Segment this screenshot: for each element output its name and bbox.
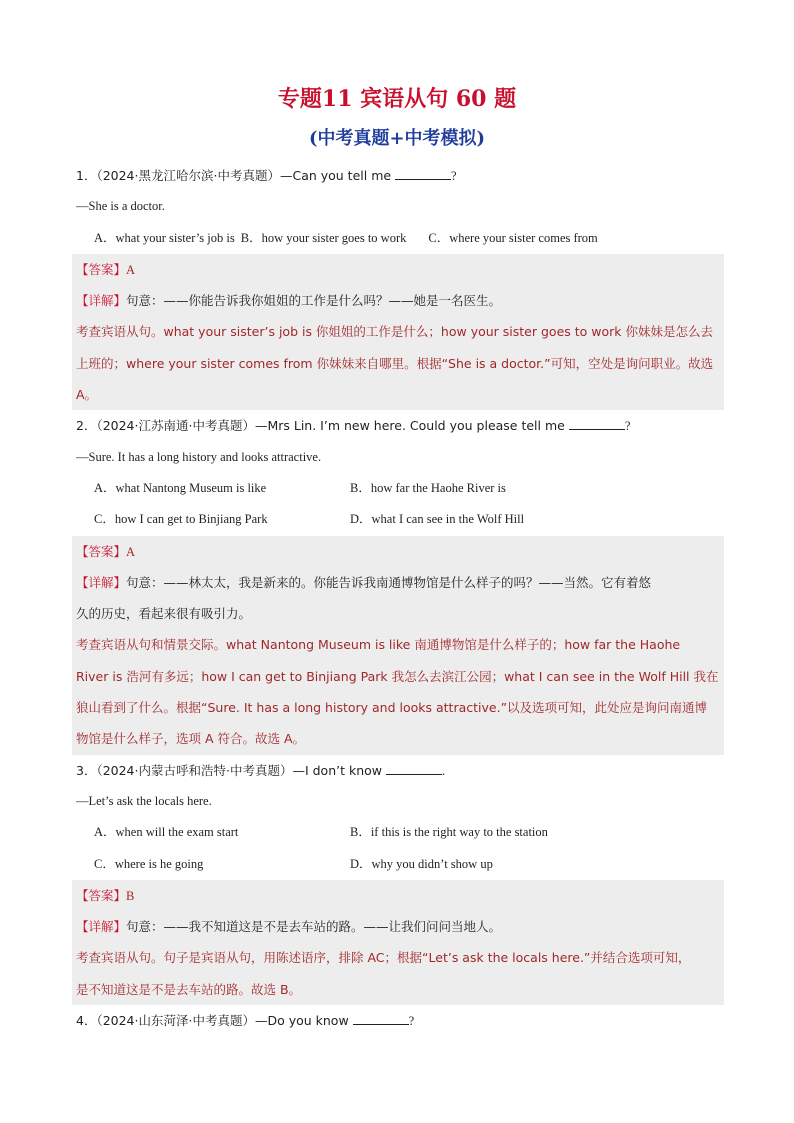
option-row — [76, 504, 720, 535]
option-a: A．when will the exam start — [94, 825, 239, 840]
option-row — [76, 473, 720, 504]
question-stem: 4．（2024·山东菏泽·中考真题）—Do you know ? — [76, 1013, 415, 1029]
detail-line: 考查宾语从句。what your sister’s job is 你姐姐的工作是什么；how your sister goes to work 你妹妹是怎么去 — [72, 316, 724, 347]
question-2 — [76, 410, 720, 754]
page-subtitle: (中考真题+中考模拟) — [308, 128, 486, 149]
detail-line: River is 浩河有多远；how I can get to Binjiang Park 我怎么去滨江公园；what I can see in the Wolf Hill 我在 — [72, 661, 724, 692]
question-1 — [76, 160, 720, 410]
answer-line: 【答案】A — [72, 254, 724, 285]
option-row — [76, 849, 720, 880]
answer-line: 【答案】B — [72, 880, 724, 911]
detail-meaning: 【详解】句意：——你能告诉我你姐姐的工作是什么吗？——她是一名医生。 — [72, 285, 724, 316]
question-3 — [76, 755, 720, 1005]
detail-line: 考查宾语从句和情景交际。what Nantong Museum is like 南通博物馆是什么样子的；how far the Haohe — [72, 629, 724, 660]
question-stem: 3．（2024·内蒙古呼和浩特·中考真题）—I don’t know . — [76, 762, 446, 778]
detail-meaning: 【详解】句意：——林太太，我是新来的。你能告诉我南通博物馆是什么样子的吗？——当然。它有着悠 — [72, 567, 724, 598]
option-a: A．what your sister’s job is — [94, 230, 235, 245]
question-stem: 2．（2024·江苏南通·中考真题）—Mrs Lin. I’m new here. Could you please tell me ? — [76, 418, 631, 434]
question-list — [76, 160, 720, 1036]
answer-blank — [569, 417, 625, 430]
detail-meaning: 【详解】句意：——我不知道这是不是去车站的路。——让我们问问当地人。 — [72, 911, 724, 942]
option-a: A．what Nantong Museum is like — [94, 480, 267, 495]
detail-line: A。 — [72, 379, 724, 410]
answer-blank — [353, 1012, 409, 1025]
dialogue-reply: —Let’s ask the locals here. — [76, 793, 212, 808]
detail-line: 狼山看到了什么。根据“Sure. It has a long history and looks attractive.”以及选项可知，此处应是询问南通博 — [72, 692, 724, 723]
detail-line: 上班的；where your sister comes from 你妹妹来自哪里。根据“She is a doctor.”可知，空处是询问职业。故选 — [72, 348, 724, 379]
answer-value: A — [126, 262, 136, 277]
question-4 — [76, 1005, 720, 1036]
detail-line: 是不知道这是不是去车站的路。故选 B。 — [72, 974, 724, 1005]
answer-blank — [386, 762, 442, 775]
dialogue-reply: —She is a doctor. — [76, 199, 165, 214]
detail-line: 考查宾语从句。句子是宾语从句，用陈述语序，排除 AC；根据“Let’s ask the locals here.”并结合选项可知， — [72, 942, 724, 973]
answer-value: B — [126, 888, 135, 903]
option-b: B．how far the Haohe River is — [350, 480, 506, 495]
option-row — [76, 223, 720, 254]
option-row — [76, 817, 720, 848]
detail-meaning-cont: 久的历史，看起来很有吸引力。 — [72, 598, 724, 629]
answer-value: A — [126, 544, 136, 559]
page-title: 专题11 宾语从句 60 题 — [277, 86, 517, 112]
option-c: C．where is he going — [94, 856, 204, 871]
option-c: C．how I can get to Binjiang Park — [94, 512, 268, 527]
option-b: B．if this is the right way to the station — [350, 825, 548, 840]
answer-line: 【答案】A — [72, 536, 724, 567]
dialogue-reply: —Sure. It has a long history and looks attractive. — [76, 449, 322, 464]
question-stem: 1．（2024·黑龙江哈尔滨·中考真题）—Can you tell me ? — [76, 168, 457, 183]
option-d: D．what I can see in the Wolf Hill — [350, 512, 525, 527]
answer-blank — [395, 167, 451, 180]
detail-line: 物馆是什么样子，选项 A 符合。故选 A。 — [72, 723, 724, 754]
option-c: C．where your sister comes from — [428, 230, 598, 245]
option-b: B．how your sister goes to work — [240, 230, 407, 245]
option-d: D．why you didn’t show up — [350, 856, 493, 871]
